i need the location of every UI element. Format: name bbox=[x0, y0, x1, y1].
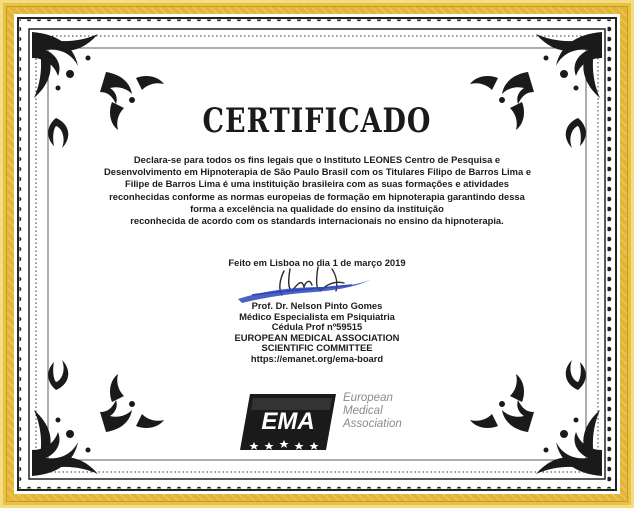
signatory-name: Prof. Dr. Nelson Pinto Gomes bbox=[251, 300, 383, 311]
declaration-line: Declara-se para todos os fins legais que o Instituto LEONES Centro de Pesquisa e bbox=[133, 154, 501, 165]
declaration-line: reconhecida de acordo com os standards internacionais no ensino da hipnoterapia. bbox=[130, 215, 504, 227]
signatory-organization: EUROPEAN MEDICAL ASSOCIATION bbox=[234, 331, 400, 343]
ema-logo-abbreviation: EMA bbox=[261, 408, 315, 435]
declaration-paragraph bbox=[104, 154, 530, 227]
ema-word: European bbox=[343, 392, 393, 404]
ema-logo-wordmark bbox=[343, 392, 402, 431]
signatory-license: Cédula Prof nº59515 bbox=[271, 321, 363, 333]
declaration-line: reconhecidas conforme as normas europeias de formação em hipnoterapia garantindo dessa bbox=[109, 190, 525, 202]
signatory-url: https://emanet.org/ema-board bbox=[250, 352, 384, 364]
ema-logo bbox=[236, 388, 340, 456]
declaration-line: Desenvolvimento em Hipnoterapia de São Paulo Brasil com os Titulares Filipo de Barros Lima e bbox=[104, 166, 532, 178]
ema-word: Association bbox=[343, 418, 402, 430]
signatory-block bbox=[14, 301, 620, 365]
certificate-paper bbox=[14, 14, 620, 494]
signatory-specialty: Médico Especialista em Psiquiatria bbox=[239, 310, 395, 322]
declaration-line: forma a excelência na qualidade do ensino da instituição bbox=[190, 202, 444, 214]
ema-word: Medical bbox=[343, 405, 383, 417]
signatory-committee: SCIENTIFIC COMMITTEE bbox=[261, 342, 373, 354]
declaration-line: Filipe de Barros Lima é uma instituição brasileira com as suas formações e atividades bbox=[124, 178, 509, 190]
date-line: Feito em Lisboa no dia 1 de março 2019 bbox=[228, 257, 406, 268]
certificate-title: CERTIFICADO bbox=[202, 102, 432, 141]
